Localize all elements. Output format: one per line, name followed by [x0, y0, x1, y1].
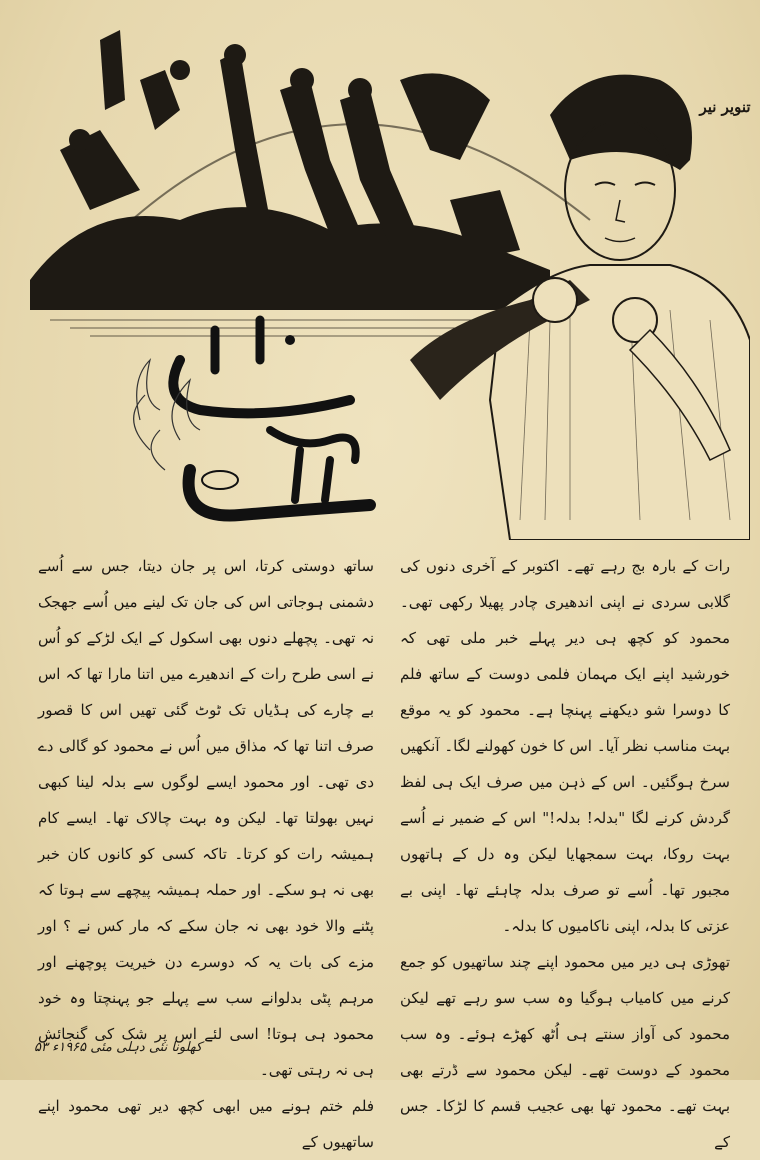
- paragraph: فلم ختم ہونے میں ابھی کچھ دیر تھی محمود اپنے ساتھیوں کے: [38, 1097, 374, 1151]
- page-footer: کھلونا نئی دہلی مئی ۱۹۶۵ء ۵۳: [34, 1040, 203, 1055]
- paragraph: ساتھ دوستی کرتا، اس پر جان دیتا، جس سے اُسے دشمنی ہوجاتی اس کی جان تک لینے میں اُسے جھجک نہ تھی۔ پچھلے دنوں بھی اسکول کے ایک لڑکے کو اُس نے اسی طرح رات کے اندھیرے میں اتنا مارا تھا کہ اس بے چارے کی ہڈیاں تک ٹوٹ گئی تھیں اس کا قصور صرف اتنا تھا کہ مذاق میں اُس نے محمود کو گالی دے دی تھی۔ اور محمود ایسے لوگوں سے بدلہ لینا کبھی نہیں بھولتا تھا۔ لیکن وہ بہت چالاک تھا۔ ایسے کام ہمیشہ رات کو کرتا۔ تاکہ کسی کو کانوں کان خبر بھی نہ ہو سکے۔ اور حملہ ہمیشہ پیچھے سے ہوتا کہ پٹنے والا خود بھی نہ جان سکے کہ مار کس نے ؟ اور مزے کی بات یہ کہ دوسرے دن خیریت پوچھنے اور مرہم پٹی بدلوانے سب سے پہلے جو پہنچتا وہ خود محمود ہی ہوتا! اسی لئے اس پر شک کی گنجائش ہی نہ رہتی تھی۔: [38, 557, 374, 1079]
- text-column-right: [400, 548, 730, 1160]
- text-column-left: [38, 548, 374, 1160]
- paragraph: تھوڑی ہی دیر میں محمود اپنے چند ساتھیوں کو جمع کرنے میں کامیاب ہوگیا وہ سب سو رہے تھے لیکن محمود کی آواز سنتے ہی اُٹھ کھڑے ہوئے۔ وہ سب محمود کے دوست تھے۔ لیکن محمود سے ڈرتے بھی بہت تھے۔ محمود تھا بھی عجیب قسم کا لڑکا۔ جس کے: [400, 953, 730, 1151]
- author-name: تنویر نیر: [699, 98, 751, 116]
- title-calligraphy: [120, 300, 420, 540]
- paragraph: رات کے بارہ بج رہے تھے۔ اکتوبر کے آخری دنوں کی گلابی سردی نے اپنی اندھیری چادر پھیلا رکھی تھی۔ محمود کو کچھ ہی دیر پہلے خبر ملی تھی کہ خورشید اپنے ایک مہمان فلمی دوست کے ساتھ فلم کا دوسرا شو دیکھنے پہنچا ہے۔ محمود کو یہ موقع بہت مناسب نظر آیا۔ اس کا خون کھولنے لگا۔ آنکھیں سرخ ہوگئیں۔ اس کے ذہن میں صرف ایک ہی لفظ گردش کرنے لگا "بدلہ! بدلہ!" اس کے ضمیر نے اُسے بہت روکا، بہت سمجھایا لیکن وہ دل کے ہاتھوں مجبور تھا۔ اُسے تو صرف بدلہ چاہئے تھا۔ اپنی بے عزتی کا بدلہ، اپنی ناکامیوں کا بدلہ۔: [400, 557, 730, 935]
